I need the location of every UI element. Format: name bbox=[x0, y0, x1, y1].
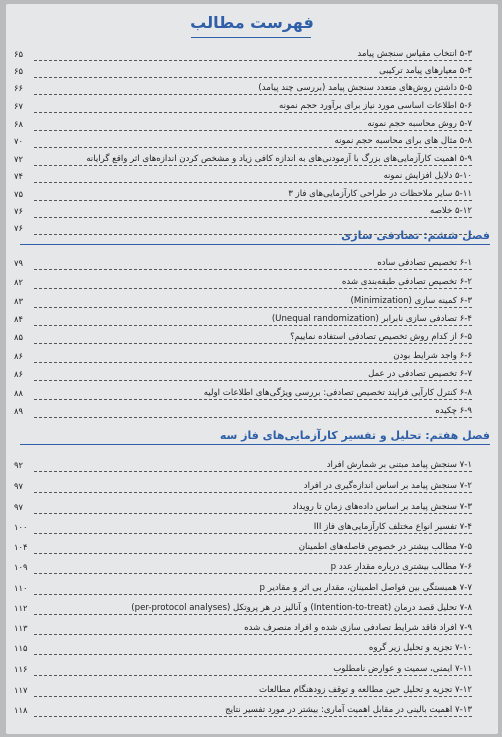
toc-entry-title: ۶-۴ تصادفی سازی نابرابر (Unequal randomization) bbox=[271, 314, 472, 324]
toc-page-number: ۸۶ bbox=[14, 351, 23, 361]
toc-page-number: ۷۶ bbox=[14, 206, 23, 216]
toc-entry-title: ۵-۱۰ دلایل افزایش نمونه bbox=[383, 171, 472, 181]
toc-entry bbox=[6, 118, 498, 131]
toc-entry-title: ۷-۱۳ اهمیت بالینی در مقابل اهمیت آماری: بیشتر در مورد تفسیر نتایج bbox=[225, 705, 472, 715]
toc-page-number: ۷۹ bbox=[14, 258, 23, 268]
toc-entry-title: ۵-۷ روش محاسبه حجم نمونه bbox=[367, 119, 472, 129]
toc-leader-dots bbox=[34, 417, 472, 418]
toc-entry-title: ۷-۸ تحلیل قصد درمان (Intention-to-treat) و آنالیز در هر پروتکل (per-protocol analyses) bbox=[131, 603, 472, 613]
toc-page-number: ۱۱۳ bbox=[14, 623, 28, 633]
toc-page-number: ۸۶ bbox=[14, 369, 23, 379]
toc-entry bbox=[6, 48, 498, 61]
toc-entry-title: ۶-۹ چکیده bbox=[435, 406, 472, 416]
toc-page-number: ۱۱۰ bbox=[14, 583, 28, 593]
toc-entry bbox=[6, 188, 498, 201]
toc-page-number: ۷۰ bbox=[14, 136, 23, 146]
toc-entry-title: ۶-۶ واجد شرایط بودن bbox=[393, 351, 472, 361]
section-7-heading: فصل هفتم: تحلیل و تفسیر کارآزمایی‌های فاز سه bbox=[219, 429, 490, 442]
toc-entry bbox=[6, 257, 498, 270]
toc-page-number: ۸۲ bbox=[14, 277, 23, 287]
toc-entry bbox=[6, 331, 498, 344]
toc-entry bbox=[6, 663, 498, 676]
toc-entry-title: ۷-۲ سنجش پیامد بر اساس اندازه‌گیری در افراد bbox=[303, 481, 472, 491]
toc-page-number: ۸۳ bbox=[14, 296, 23, 306]
toc-entry bbox=[6, 82, 498, 95]
toc-leader-dots bbox=[34, 234, 472, 235]
toc-entry bbox=[6, 100, 498, 113]
toc-entry-title: ۷-۱ سنجش پیامد مبتنی بر شمارش افراد bbox=[326, 460, 472, 470]
toc-entry-title: ۶-۲ تخصیص تصادفی طبقه‌بندی شده bbox=[341, 277, 472, 287]
toc-page-number: ۷۶ bbox=[14, 223, 23, 233]
toc-page-number: ۱۱۶ bbox=[14, 664, 28, 674]
toc-page-number: ۱۰۴ bbox=[14, 542, 28, 552]
toc-entry-title: ۷-۱۲ تجزیه و تحلیل حین مطالعه و توقف زودهنگام مطالعات bbox=[258, 685, 472, 695]
page-title: فهرست مطالب bbox=[190, 13, 314, 32]
toc-entry-title: ۶-۵ از کدام روش تخصیص تصادفی استفاده نماییم؟ bbox=[290, 332, 472, 342]
toc-entry-title: ۵-۱۱ سایر ملاحظات در طراحی کارآزمایی‌های فاز ۳ bbox=[288, 189, 472, 199]
toc-entry bbox=[6, 704, 498, 717]
toc-entry-title: ۶-۸ کنترل کارآیی فرایند تخصیص تصادفی: بررسی ویژگی‌های اطلاعات اولیه bbox=[203, 388, 472, 398]
toc-entry bbox=[6, 541, 498, 554]
toc-entry bbox=[6, 65, 498, 78]
toc-entry bbox=[6, 561, 498, 574]
toc-page-number: ۶۵ bbox=[14, 66, 23, 76]
toc-page-number: ۱۱۵ bbox=[14, 643, 28, 653]
toc-page-number: ۱۱۲ bbox=[14, 603, 28, 613]
toc-entry-title: ۷-۱۰ تجزیه و تحلیل زیر گروه bbox=[368, 643, 472, 653]
toc-entry bbox=[6, 480, 498, 493]
section-6-rule bbox=[20, 244, 490, 245]
toc-entry bbox=[6, 405, 498, 418]
toc-page-number: ۷۴ bbox=[14, 171, 23, 181]
section-6-heading: فصل ششم: تصادفی سازی bbox=[341, 229, 490, 242]
toc-page-number: ۶۷ bbox=[14, 101, 23, 111]
toc-entry-title: ۵-۱۲ خلاصه bbox=[429, 206, 472, 216]
toc-entry-title: ۵-۳ انتخاب مقیاس سنجش پیامد bbox=[357, 49, 472, 59]
toc-page-number: ۸۹ bbox=[14, 406, 23, 416]
toc-page-number: ۶۸ bbox=[14, 119, 23, 129]
toc-entry bbox=[6, 368, 498, 381]
toc-entry-title: ۷-۶ مطالب بیشتری درباره مقدار عدد p bbox=[330, 562, 472, 572]
toc-entry bbox=[6, 387, 498, 400]
title-underline bbox=[191, 37, 311, 38]
toc-leader-dots bbox=[34, 217, 472, 218]
toc-entry bbox=[6, 582, 498, 595]
toc-entry-title: ۷-۷ همبستگی بین فواصل اطمینان، مقدار بی اثر و مقادیر p bbox=[259, 583, 472, 593]
toc-entry-title: ۷-۱۱ ایمنی، سمیت و عوارض نامطلوب bbox=[333, 664, 472, 674]
toc-entry-title: ۵-۹ اهمیت کارآزمایی‌های بزرگ با آزمودنی‌های به اندازه کافی زیاد و مشخص کردن اندازه‌های اثر واقع گرایانه bbox=[86, 154, 472, 164]
toc-entry bbox=[6, 170, 498, 183]
toc-entry-title: ۷-۵ مطالب بیشتر در خصوص فاصله‌های اطمینان bbox=[298, 542, 472, 552]
toc-entry bbox=[6, 295, 498, 308]
toc-entry-title: ۷-۹ افراد فاقد شرایط تصادفی سازی شده و افراد منصرف شده bbox=[244, 623, 472, 633]
toc-page-number: ۱۱۸ bbox=[14, 705, 28, 715]
toc-entry-title: ۶-۳ کمینه سازی (Minimization) bbox=[350, 296, 472, 306]
toc-page-number: ۸۴ bbox=[14, 314, 23, 324]
section-7-rule bbox=[20, 444, 490, 445]
toc-entry bbox=[6, 313, 498, 326]
toc-page bbox=[6, 4, 498, 734]
toc-entry-title: ۵-۴ معیارهای پیامد ترکیبی bbox=[379, 66, 472, 76]
toc-entry bbox=[6, 602, 498, 615]
toc-entry bbox=[6, 135, 498, 148]
toc-entry bbox=[6, 521, 498, 534]
toc-entry-title: ۷-۴ تفسیر انواع مختلف کارآزمایی‌های فاز III bbox=[313, 522, 472, 532]
toc-entry bbox=[6, 459, 498, 472]
toc-page-number: ۷۵ bbox=[14, 189, 23, 199]
toc-entry-title: ۵-۵ داشتن روش‌های متعدد سنجش پیامد (بررسی چند پیامد) bbox=[258, 83, 472, 93]
toc-page-number: ۹۷ bbox=[14, 481, 23, 491]
toc-page-number: ۱۰۰ bbox=[14, 522, 28, 532]
toc-page-number: ۹۷ bbox=[14, 502, 23, 512]
toc-page-number: ۷۲ bbox=[14, 154, 23, 164]
toc-entry-title: ۷-۳ سنجش پیامد بر اساس داده‌های زمان تا رویداد bbox=[292, 502, 472, 512]
toc-entry-title: ۶-۱ تخصیص تصادفی ساده bbox=[377, 258, 472, 268]
toc-entry bbox=[6, 642, 498, 655]
toc-entry bbox=[6, 222, 498, 235]
toc-entry bbox=[6, 501, 498, 514]
toc-page-number: ۸۵ bbox=[14, 332, 23, 342]
toc-entry bbox=[6, 153, 498, 166]
toc-page-number: ۱۰۹ bbox=[14, 562, 28, 572]
toc-entry bbox=[6, 684, 498, 697]
toc-entry bbox=[6, 276, 498, 289]
toc-page-number: ۶۵ bbox=[14, 49, 23, 59]
toc-page-number: ۶۶ bbox=[14, 83, 23, 93]
toc-entry-title: ۶-۷ تخصیص تصادفی در عمل bbox=[368, 369, 472, 379]
toc-entry-title: ۵-۸ مثال های برای محاسبه حجم نمونه bbox=[334, 136, 472, 146]
toc-entry-title: ۵-۶ اطلاعات اساسی مورد نیاز برای برآورد حجم نمونه bbox=[278, 101, 472, 111]
toc-entry bbox=[6, 205, 498, 218]
toc-entry bbox=[6, 622, 498, 635]
toc-page-number: ۸۸ bbox=[14, 388, 23, 398]
toc-page-number: ۱۱۷ bbox=[14, 685, 28, 695]
toc-page-number: ۹۲ bbox=[14, 460, 23, 470]
toc-entry bbox=[6, 350, 498, 363]
